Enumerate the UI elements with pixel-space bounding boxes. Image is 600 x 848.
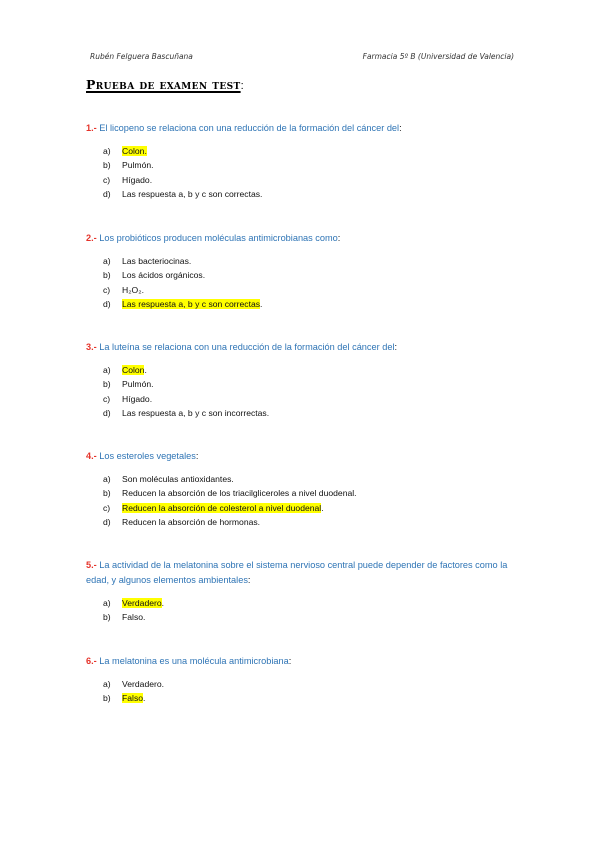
option-d xyxy=(103,515,526,529)
question-number: 4.- xyxy=(86,451,97,461)
question-3 xyxy=(86,340,526,420)
option-letter: b) xyxy=(103,612,111,623)
option-text: Reducen la absorción de los triacilgliceroles a nivel duodenal. xyxy=(122,488,357,499)
question-2 xyxy=(86,231,526,311)
question-body: Los esteroles vegetales xyxy=(96,451,196,461)
option-letter: b) xyxy=(103,693,111,704)
question-number: 2.- xyxy=(86,233,97,243)
option-list xyxy=(103,596,526,625)
question-body: Los probióticos producen moléculas antimicrobianas como xyxy=(96,233,338,243)
document-title xyxy=(86,77,244,92)
option-letter: a) xyxy=(103,365,111,375)
question-colon: : xyxy=(247,575,251,585)
option-letter: c) xyxy=(103,174,111,185)
option-a xyxy=(103,144,526,158)
option-b xyxy=(103,377,526,391)
option-text: Las respuesta a, b y c son correctas xyxy=(122,298,261,309)
option-suffix: . xyxy=(143,693,146,704)
question-text xyxy=(86,654,526,669)
question-text xyxy=(86,449,526,464)
option-a xyxy=(103,596,526,610)
header-author: Rubén Felguera Bascuñana xyxy=(90,52,193,61)
question-text xyxy=(86,231,526,246)
option-text: Reducen la absorción de hormonas. xyxy=(122,516,261,527)
option-c xyxy=(103,173,526,187)
option-letter: a) xyxy=(103,598,111,608)
option-b xyxy=(103,691,526,705)
option-letter: c) xyxy=(103,502,111,513)
question-6 xyxy=(86,654,526,706)
option-d xyxy=(103,187,526,201)
option-text: Colon xyxy=(122,365,145,375)
option-text: Hígado. xyxy=(122,393,153,404)
option-list xyxy=(103,144,526,201)
question-colon: : xyxy=(288,656,292,666)
option-b xyxy=(103,268,526,282)
option-suffix: . xyxy=(144,365,147,375)
option-letter: d) xyxy=(103,407,111,418)
option-c xyxy=(103,392,526,406)
question-colon: : xyxy=(195,451,199,461)
option-text: Las respuesta a, b y c son incorrectas. xyxy=(122,407,270,418)
option-letter: a) xyxy=(103,146,111,156)
option-letter: a) xyxy=(103,256,111,266)
option-letter: d) xyxy=(103,298,111,309)
option-text: Verdadero. xyxy=(122,679,165,689)
option-letter: d) xyxy=(103,188,111,199)
option-list xyxy=(103,363,526,420)
option-letter: a) xyxy=(103,679,111,689)
question-1 xyxy=(86,121,526,201)
question-colon: : xyxy=(337,233,341,243)
option-suffix: . xyxy=(161,598,165,608)
option-text: Las respuesta a, b y c son correctas. xyxy=(122,188,263,199)
option-letter: b) xyxy=(103,270,111,281)
header-course: Farmacia 5º B (Universidad de Valencia) xyxy=(362,52,514,61)
option-list xyxy=(103,472,526,529)
option-letter: a) xyxy=(103,474,111,484)
option-text: Pulmón. xyxy=(122,379,154,390)
option-list xyxy=(103,677,526,706)
option-suffix: . xyxy=(260,298,263,309)
option-letter: b) xyxy=(103,379,111,390)
question-number: 1.- xyxy=(86,123,97,133)
title-text: Prueba de examen test xyxy=(86,77,241,92)
option-letter: b) xyxy=(103,160,111,171)
option-text: Falso xyxy=(122,693,144,704)
question-4 xyxy=(86,449,526,529)
option-text: Verdadero xyxy=(122,598,162,608)
title-colon: : xyxy=(240,80,245,92)
question-body: La luteína se relaciona con una reducción de la formación del cáncer del xyxy=(96,342,395,352)
question-number: 5.- xyxy=(86,560,97,570)
option-d xyxy=(103,406,526,420)
option-letter: d) xyxy=(103,516,111,527)
option-text: Falso. xyxy=(122,612,146,623)
option-a xyxy=(103,254,526,268)
question-body: La actividad de la melatonina sobre el sistema nervioso central puede depender de factores como la edad, y algunos elementos ambientales xyxy=(86,560,508,585)
question-colon: : xyxy=(394,342,398,352)
option-letter: c) xyxy=(103,284,111,295)
option-c xyxy=(103,501,526,515)
question-text xyxy=(86,558,526,588)
option-letter: b) xyxy=(103,488,111,499)
question-number: 6.- xyxy=(86,656,97,666)
option-text: Las bacteriocinas. xyxy=(122,256,192,266)
option-text: Hígado. xyxy=(122,174,153,185)
option-c xyxy=(103,283,526,297)
option-d xyxy=(103,297,526,311)
option-a xyxy=(103,677,526,691)
option-b xyxy=(103,158,526,172)
option-text: Son moléculas antioxidantes. xyxy=(122,474,234,484)
question-number: 3.- xyxy=(86,342,97,352)
question-text xyxy=(86,121,526,136)
option-text: Reducen la absorción de colesterol a nivel duodenal xyxy=(122,502,322,513)
option-list xyxy=(103,254,526,311)
option-text: H₂O₂. xyxy=(122,284,144,295)
question-body: La melatonina es una molécula antimicrobiana xyxy=(96,656,289,666)
option-text: Los ácidos orgánicos. xyxy=(122,270,206,281)
question-5 xyxy=(86,558,526,625)
option-letter: c) xyxy=(103,393,111,404)
question-text xyxy=(86,340,526,355)
option-text: Pulmón. xyxy=(122,160,154,171)
option-b xyxy=(103,486,526,500)
option-a xyxy=(103,472,526,486)
option-suffix: . xyxy=(321,502,324,513)
question-body: El licopeno se relaciona con una reducción de la formación del cáncer del xyxy=(96,123,400,133)
option-b xyxy=(103,610,526,624)
option-text: Colon. xyxy=(122,146,147,156)
option-a xyxy=(103,363,526,377)
question-colon: : xyxy=(399,123,402,133)
